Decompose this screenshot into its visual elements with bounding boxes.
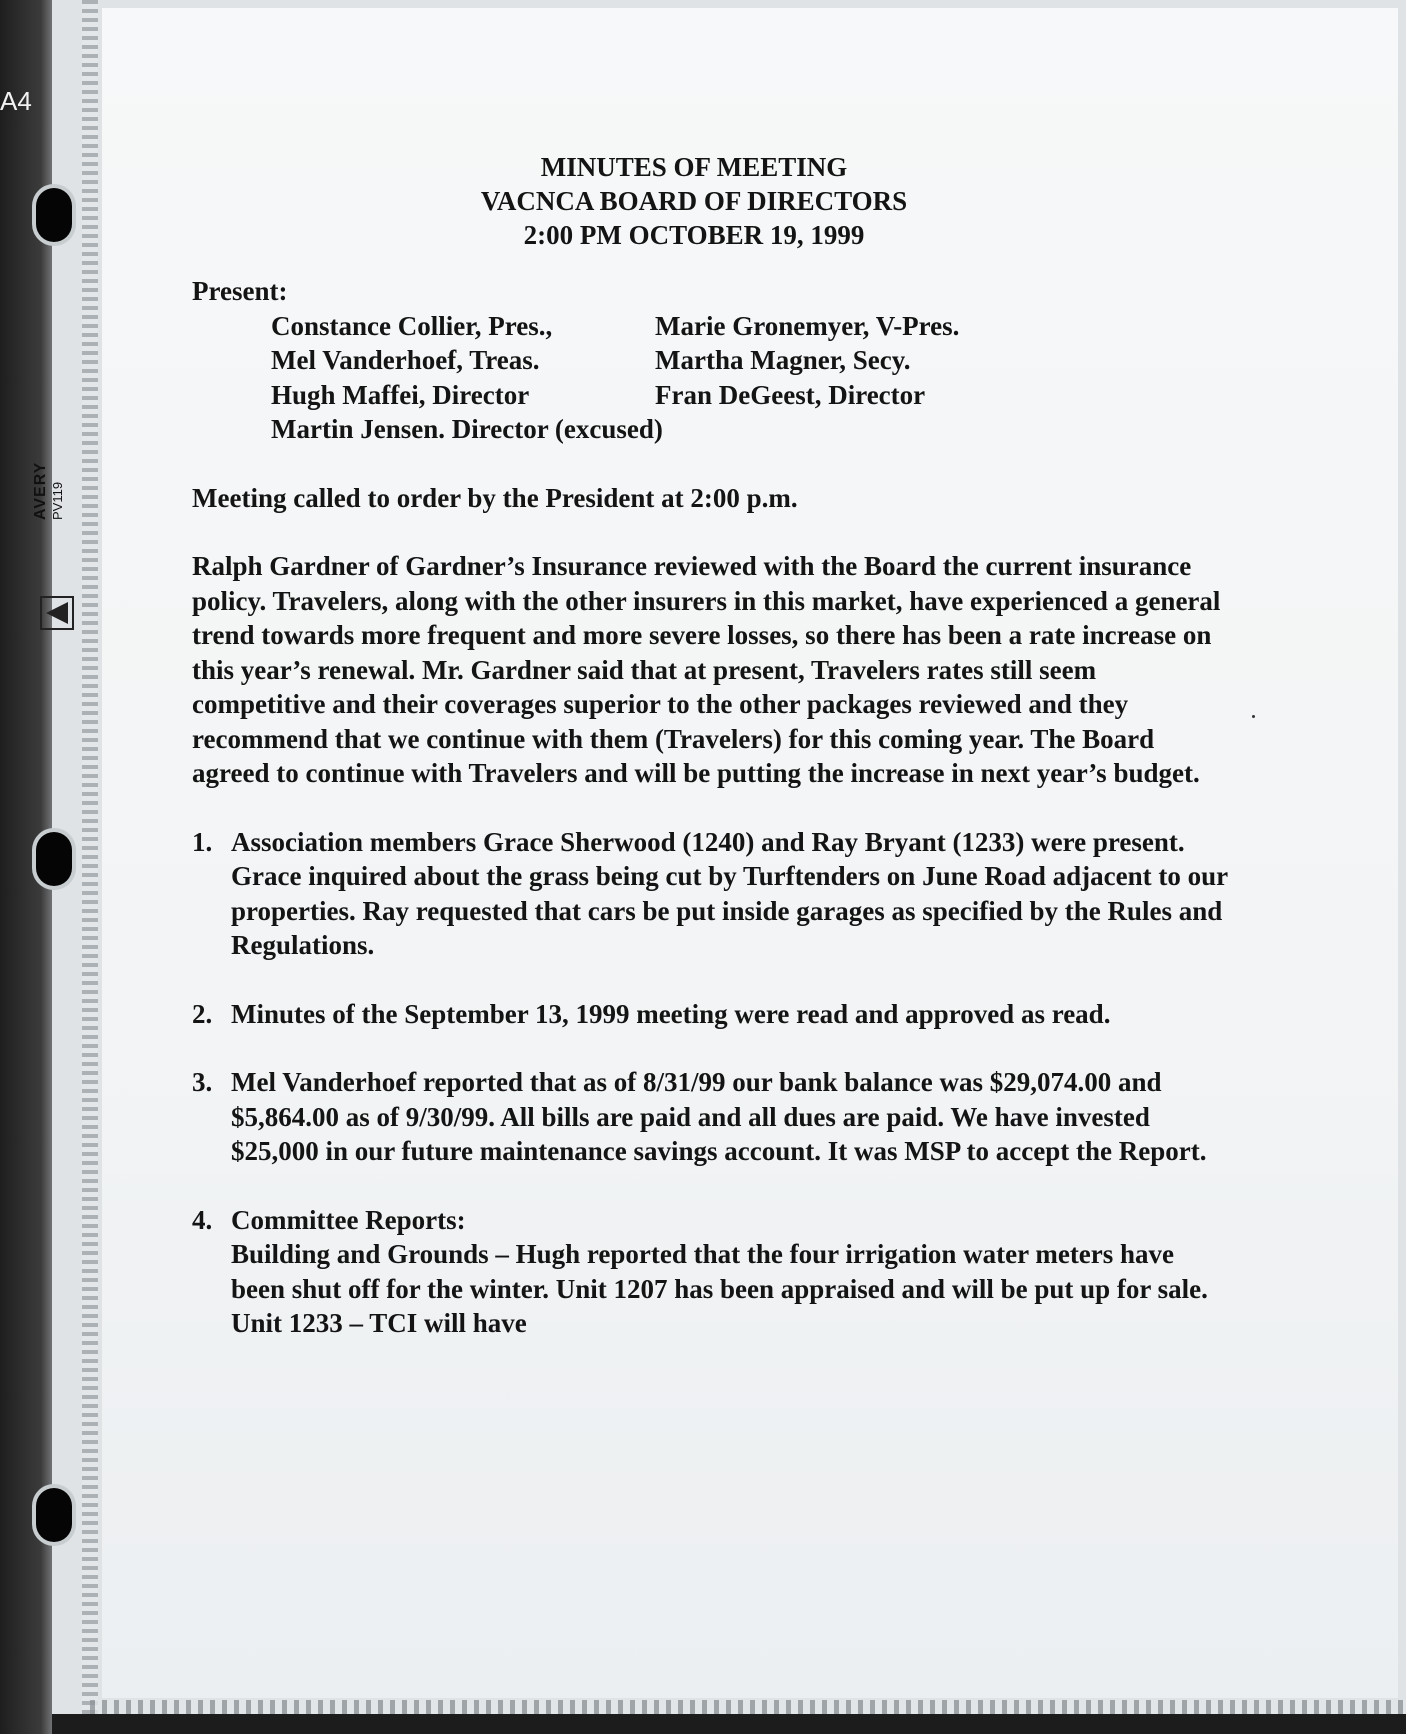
document-header xyxy=(194,150,1194,252)
attendee: Hugh Maffei, Director xyxy=(271,379,530,410)
attendee: Fran DeGeest, Director xyxy=(655,379,926,410)
binder-hole-icon xyxy=(36,188,72,242)
attendance-list xyxy=(271,309,1232,447)
header-organization: VACNCA BOARD OF DIRECTORS xyxy=(480,186,908,216)
avery-product-code: PV119 xyxy=(50,481,65,520)
agenda-item-text: Committee Reports: xyxy=(231,1204,466,1235)
agenda-item-number: 1. xyxy=(192,826,213,857)
agenda-item-number: 4. xyxy=(192,1204,213,1235)
minutes-document xyxy=(192,150,1232,1375)
agenda-item xyxy=(192,825,1232,963)
attendee: Marie Gronemyer, V-Pres. xyxy=(655,310,960,341)
attendee: Constance Collier, Pres., xyxy=(271,310,553,341)
agenda-item xyxy=(192,1203,1232,1341)
agenda-item-number: 3. xyxy=(192,1067,213,1097)
header-datetime: 2:00 PM OCTOBER 19, 1999 xyxy=(523,220,865,250)
agenda-item xyxy=(192,1065,1232,1169)
attendee: Mel Vanderhoef, Treas. xyxy=(271,345,540,375)
bottom-perforation xyxy=(90,1700,1406,1714)
agenda-item-text: Minutes of the September 13, 1999 meeting were read and approved as read. xyxy=(231,998,1111,1029)
avery-logo-icon xyxy=(40,596,74,630)
agenda-item-text: Association members Grace Sherwood (1240) and Ray Bryant (1233) were present. Grace inquired about the grass being cut by Turftenders on June Road adjacent to our properties. Ray requested that cars be put inside garages as specified by the Rules and Regulations. xyxy=(231,826,1228,960)
agenda-items xyxy=(192,825,1232,1341)
attendee: Martin Jensen. Director (excused) xyxy=(271,414,663,444)
corner-label: A4 xyxy=(0,86,32,116)
present-label: Present: xyxy=(192,276,288,306)
agenda-item xyxy=(192,997,1232,1032)
call-to-order: Meeting called to order by the President at 2:00 p.m. xyxy=(192,482,798,513)
agenda-item-number: 2. xyxy=(192,998,213,1029)
insurance-review-paragraph xyxy=(192,549,1232,791)
agenda-item-body xyxy=(231,1203,1232,1341)
agenda-item-text: Mel Vanderhoef reported that as of 8/31/99 our bank balance was $29,074.00 and $5,864.00 as of 9/30/99. All bills are paid and all dues are paid. We have invested $25,000 in our future maintenance savings account. It was MSP to accept the Report. xyxy=(231,1067,1207,1166)
bottom-edge xyxy=(52,1714,1406,1734)
binder-hole-icon xyxy=(36,832,72,886)
insurance-review-text: Ralph Gardner of Gardner’s Insurance reviewed with the Board the current insurance policy. Travelers, along with the other insurers in this market, have experienced a general trend towards more frequent and more severe losses, so there has been a rate increase on this year’s renewal. Mr. Gardner said that at present, Travelers rates still seem competitive and their coverages superior to the other packages reviewed and they recommend that we continue with them (Travelers) for this coming year. The Board agreed to continue with Travelers and will be putting the increase in next year’s budget. xyxy=(192,551,1221,788)
sheet-protector-perforation xyxy=(82,0,98,1734)
avery-brand: AVERY xyxy=(32,461,49,520)
header-title: MINUTES OF MEETING xyxy=(540,152,848,182)
attendee: Martha Magner, Secy. xyxy=(655,345,911,375)
committee-report-text: Building and Grounds – Hugh reported that the four irrigation water meters have been shut off for the winter. Unit 1207 has been appraised and will be put up for sale. Unit 1233 – TCI will have xyxy=(231,1239,1208,1338)
binder-hole-icon xyxy=(36,1488,72,1542)
stray-mark xyxy=(1252,715,1255,718)
avery-label xyxy=(32,410,65,520)
